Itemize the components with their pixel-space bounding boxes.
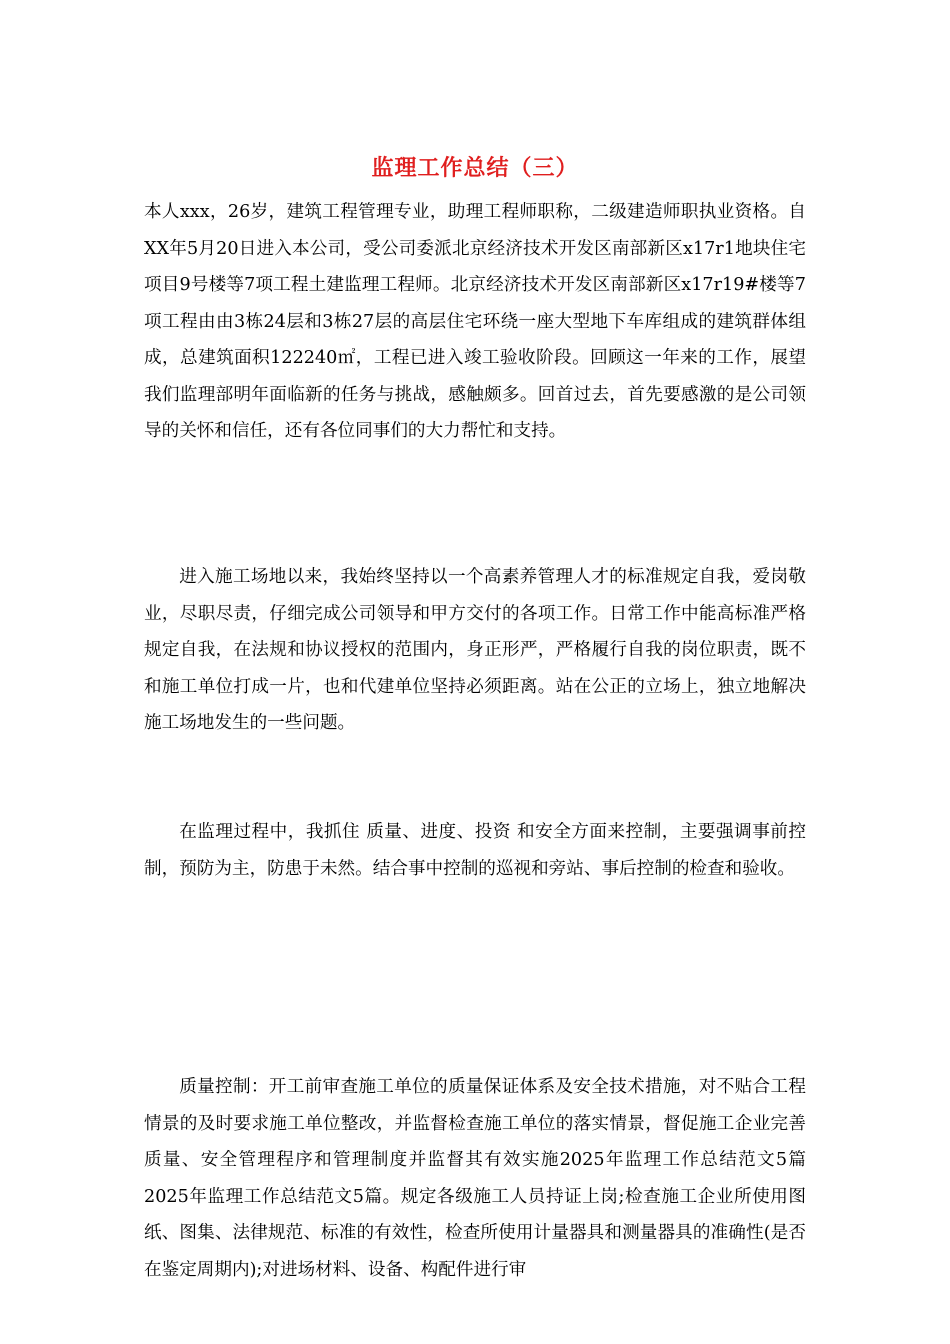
paragraph-1: 本人xxx，26岁，建筑工程管理专业，助理工程师职称，二级建造师职执业资格。自XX年5月20日进入本公司，受公司委派北京经济技术开发区南部新区x17r1地块住宅项目9号楼等7项工程土建监理工程师。北京经济技术开发区南部新区x17r19#楼等7项工程由由3栋24层和3栋27层的高层住宅环绕一座大型地下车库组成的建筑群体组成，总建筑面积122240㎡，工程已进入竣工验收阶段。回顾这一年来的工作，展望我们监理部明年面临新的任务与挑战，感触颇多。回首过去，首先要感激的是公司领导的关怀和信任，还有各位同事们的大力帮忙和支持。 [144, 202, 806, 441]
document-title: 监理工作总结（三） [371, 155, 579, 181]
paragraph-2: 进入施工场地以来，我始终坚持以一个高素养管理人才的标准规定自我，爱岗敬业，尽职尽责，仔细完成公司领导和甲方交付的各项工作。日常工作中能高标准严格规定自我，在法规和协议授权的范围内，身正形严，严格履行自我的岗位职责，既不和施工单位打成一片，也和代建单位坚持必须距离。站在公正的立场上，独立地解决施工场地发生的一些问题。 [144, 567, 806, 733]
paragraph-4: 质量控制：开工前审查施工单位的质量保证体系及安全技术措施，对不贴合工程情景的及时要求施工单位整改，并监督检查施工单位的落实情景，督促施工企业完善质量、安全管理程序和管理制度并监督其有效实施2025年监理工作总结范文5篇2025年监理工作总结范文5篇。规定各级施工人员持证上岗;检查施工企业所使用图纸、图集、法律规范、标准的有效性，检查所使用计量器具和测量器具的准确性(是否在鉴定周期内);对进场材料、设备、构配件进行审 [144, 1077, 806, 1280]
paragraph-3: 在监理过程中，我抓住 质量、进度、投资 和安全方面来控制，主要强调事前控制，预防为主，防患于未然。结合事中控制的巡视和旁站、事后控制的检查和验收。 [144, 822, 806, 879]
